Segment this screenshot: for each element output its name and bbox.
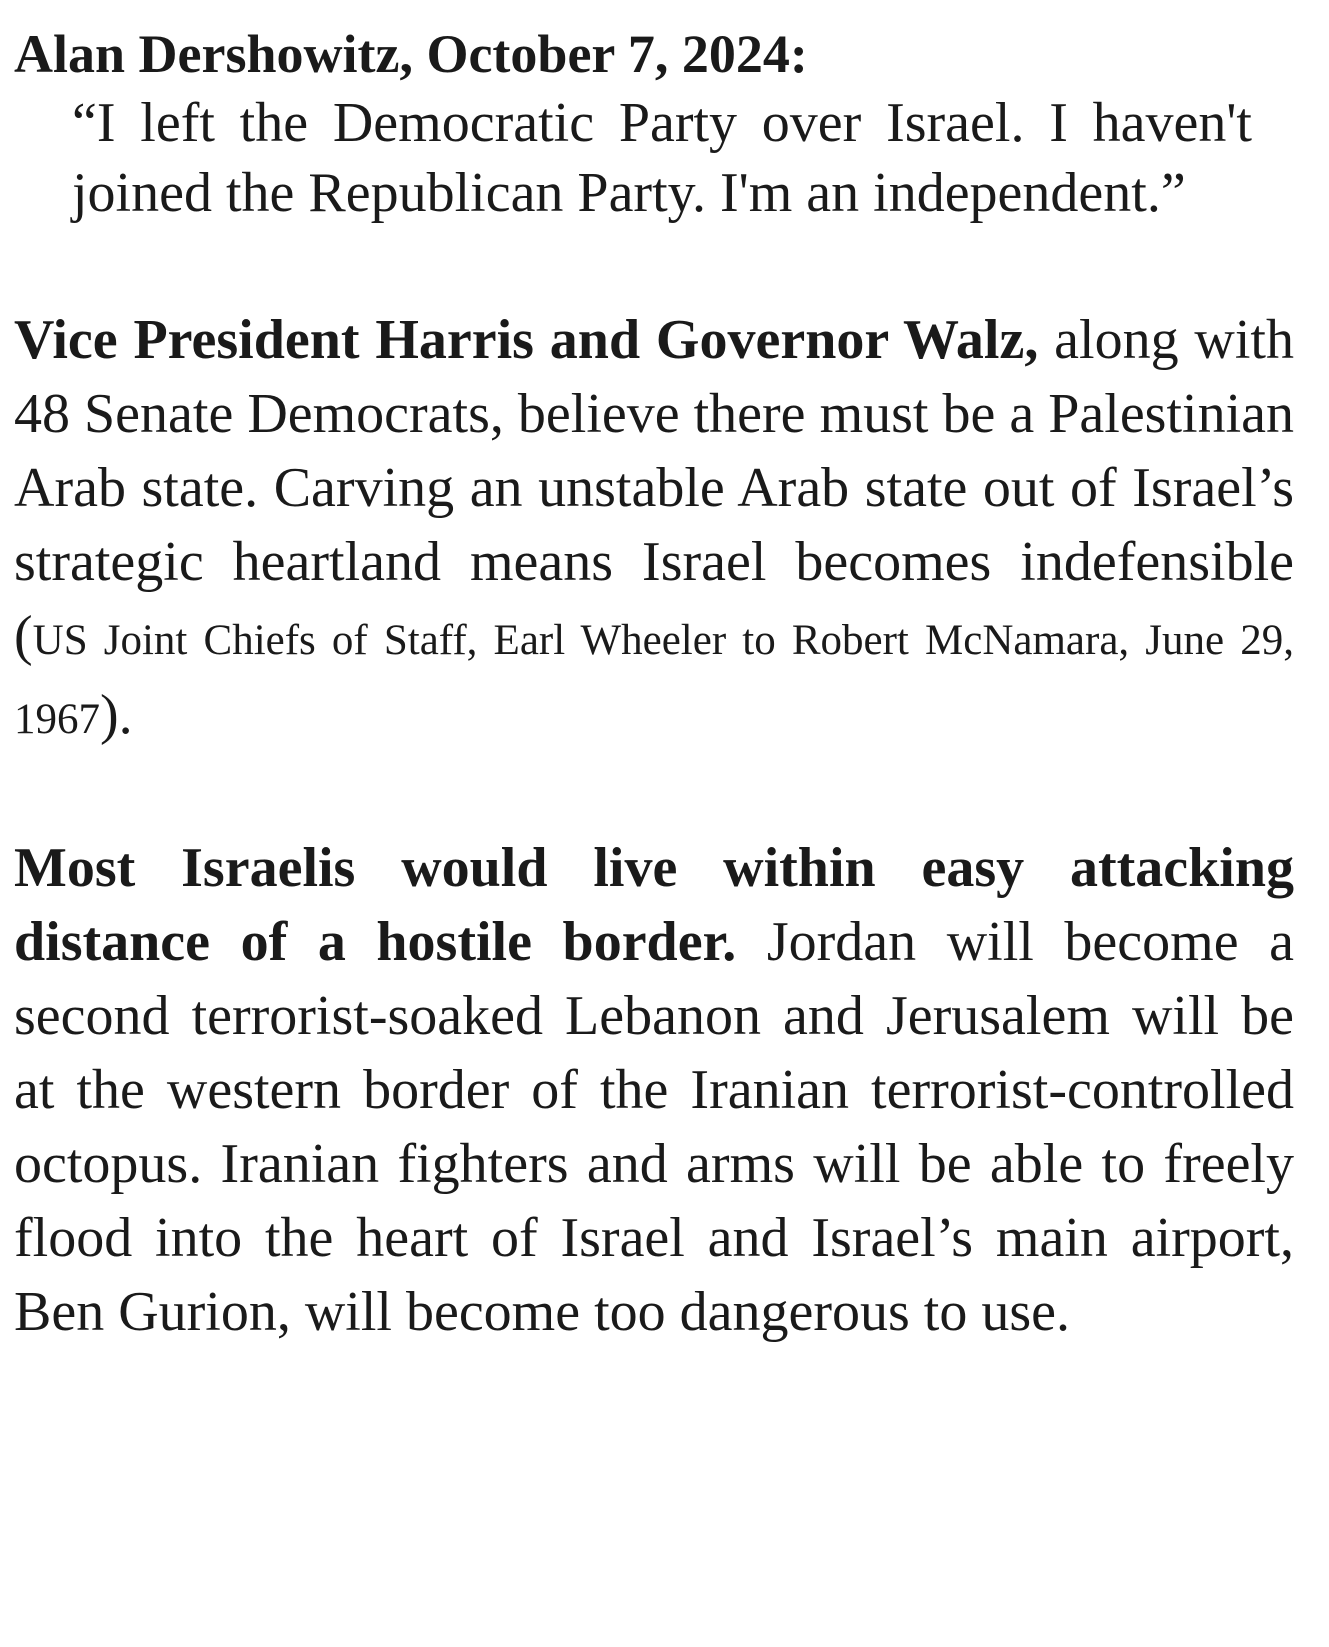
israeli-security-paragraph [14,831,1294,1349]
dershowitz-quote: “I left the Democratic Party over Israel. I haven't joined the Republican Party. I'm an independent.” [72,92,1252,224]
joint-chiefs-citation: US Joint Chiefs of Staff, Earl Wheeler to Robert McNamara, June 29, 1967 [14,617,1294,743]
israeli-security-lead: Most Israelis would live within easy attacking distance of a hostile border. [14,837,1294,973]
harris-walz-body: along with 48 Senate Democrats, believe there must be a Palestinian Arab state. Carving an unstable Arab state out of Israel’s strategic heartland means Israel becomes indefensible ( [14,309,1294,667]
citation-close: ). [100,684,133,746]
israeli-security-body: Jordan will become a second terrorist-soaked Lebanon and Jerusalem will be at the western border of the Iranian terrorist-controlled octopus. Iranian fighters and arms will be able to freely flood into the heart of Israel and Israel’s main airport, Ben Gurion, will become too dangerous to use. [14,911,1294,1343]
quote-attribution-heading: Alan Dershowitz, October 7, 2024: [14,24,808,84]
harris-walz-paragraph [14,303,1294,757]
document-page [14,20,1294,1349]
harris-walz-lead: Vice President Harris and Governor Walz, [14,309,1039,371]
